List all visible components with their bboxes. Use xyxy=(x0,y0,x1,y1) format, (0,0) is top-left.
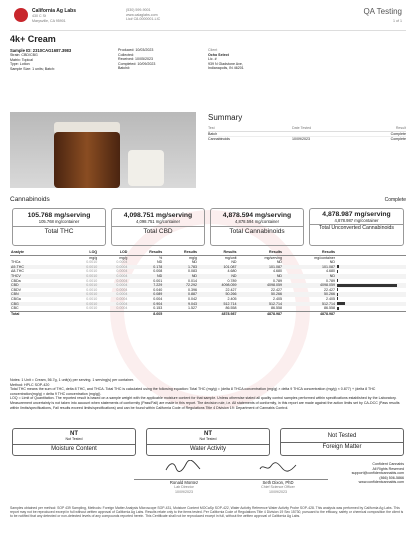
table-cell: 0.789 xyxy=(326,278,335,283)
total-cell xyxy=(68,311,98,316)
card-small: 4,098.751 mg/container xyxy=(136,219,180,224)
confident-cannabis-info xyxy=(352,462,404,485)
notes-line-4: LOQ = Limit of Quantitation. The reported result is based on a sample weight with the applicable moisture content for that sample. Unless otherwise stated all quality control samples performed within specifications established by the Laboratory. Measurement uncertainty is not taken into account when statements of conformity (Pass/Fail) are made in this report. The decision rule, i.e. All statements of conformity, in this report are made against the action limits set by CA-DCC (Pass results within limits/specifications, Fail results exceed limits/specifications) and can be found within California Code of Regulations Title 4 Division 19: Department of Cannabis Control. xyxy=(10,396,400,410)
table-cell: 50.266 xyxy=(238,292,283,297)
table-cell: 0.0004 xyxy=(116,306,128,311)
lab-website: www.calaglabs.com xyxy=(126,12,158,17)
client-label: Client xyxy=(208,48,218,52)
produced-date: Produced: 10/03/2023 xyxy=(118,48,154,52)
cc-line-5: www.confidentcannabis.com xyxy=(358,480,404,485)
unit-cell: mg/unit xyxy=(224,255,237,260)
sample-id: Sample ID: 2310CAG1687.3983 xyxy=(10,48,72,53)
table-cell: 512.714 xyxy=(283,302,336,307)
table-cell: 0.008 xyxy=(153,269,163,274)
total-cell xyxy=(98,311,128,316)
table-cell: 0.904 xyxy=(128,302,163,307)
table-cell: 22.427 xyxy=(225,287,237,292)
cc-line-4: (866) 506-5866 xyxy=(379,475,404,480)
table-cell: 0.0004 xyxy=(98,265,128,270)
card-big: 105.768 mg/serving xyxy=(27,212,91,219)
col-result-pct: Results xyxy=(128,250,163,255)
notes-line-3: Total THC means the sum of THC, delta 8 THC, and THCA. Total THC is calculated using the following equation: Total THC (mg/g) = (delta 8 THCA concentration (mg/g) × delta 9 THCA concentration (mg/g) × 0.877) + (delta 8 THC concentration(mg/g) × delta 9 THC concentration (mg/g)). xyxy=(10,387,376,396)
table-cell: 0.004 xyxy=(153,296,163,301)
table-cell: 1.527 xyxy=(188,306,198,311)
table-cell: 0.0004 xyxy=(116,260,128,265)
signature-2 xyxy=(228,460,328,494)
table-cell: 0.0004 xyxy=(98,274,128,279)
table-cell: 0.0004 xyxy=(116,296,128,301)
analyte-name: Δ9-THC xyxy=(10,265,68,270)
table-cell: 86.558 xyxy=(324,306,335,311)
analyte-name: THCa xyxy=(11,260,21,265)
total-cell: 8.605 xyxy=(128,311,163,316)
table-cell: 101.087 xyxy=(198,265,238,270)
table-cell: 512.714 xyxy=(238,302,283,307)
table-cell: 7.229 xyxy=(128,283,163,288)
summary-result: Complete xyxy=(390,137,406,142)
col-analyte: Analyte xyxy=(10,250,68,255)
card-label: Total THC xyxy=(13,226,105,235)
table-cell: 0.153 xyxy=(153,306,163,311)
table-cell: 0.0010 xyxy=(68,292,98,297)
table-cell: 0.001 xyxy=(153,278,163,283)
result-bar xyxy=(337,302,345,305)
cannabinoids-title: Cannabinoids xyxy=(10,196,50,203)
table-cell: 0.040 xyxy=(153,287,163,292)
unit-cell: mg/g xyxy=(189,255,198,260)
table-cell: 0.083 xyxy=(188,269,198,274)
table-cell: ND xyxy=(128,274,163,279)
sample-dates xyxy=(118,48,155,71)
signature-2-image xyxy=(258,460,298,474)
table-cell: 1.783 xyxy=(163,265,198,270)
table-cell: 2.405 xyxy=(273,296,283,301)
lab-address-1: 430 C St xyxy=(32,14,46,18)
product-title: 4k+ Cream xyxy=(10,34,56,44)
analyte-name: CBDV xyxy=(11,287,21,292)
card-big: 4,878.594 mg/serving xyxy=(222,212,292,219)
sig1-date: 10/09/2023 xyxy=(175,489,193,494)
table-cell: 0.042 xyxy=(188,296,198,301)
table-cell: ND xyxy=(198,274,238,279)
analyte-name: Δ8-THC xyxy=(11,269,24,274)
table-cell: 2.405 xyxy=(326,296,335,301)
table-cell: 4.680 xyxy=(326,269,335,274)
result-bar xyxy=(337,265,339,268)
table-cell: ND xyxy=(163,274,198,279)
col-result-mgg: Results xyxy=(163,250,198,255)
col-result-container: Results xyxy=(283,250,336,255)
test-label: Foreign Matter xyxy=(281,442,403,450)
table-cell: 0.0004 xyxy=(98,292,128,297)
card-total-cannabinoids xyxy=(210,208,304,246)
table-cell: 0.0004 xyxy=(98,302,128,307)
test-code: NT xyxy=(70,431,78,437)
table-cell: 50.266 xyxy=(283,292,336,297)
table-cell: 0.0010 xyxy=(86,306,98,311)
col-result-unit: Results xyxy=(198,250,238,255)
qa-title: QA Testing xyxy=(363,7,402,16)
card-small: 105.768 mg/container xyxy=(38,219,80,224)
client-address-2: Indianapolis, IN 46201 xyxy=(208,66,244,71)
table-cell: 4098.059 xyxy=(283,283,336,288)
col-loq: LOQ xyxy=(68,250,98,255)
table-cell: 4098.059 xyxy=(238,283,283,288)
table-cell: ND xyxy=(283,274,336,279)
result-bar xyxy=(337,288,338,291)
result-bar xyxy=(337,307,339,310)
summary-test: Cannabinoids xyxy=(208,137,230,142)
table-cell: ND xyxy=(276,260,283,265)
sig2-title: Chief Science Officer xyxy=(261,485,295,490)
card-label: Total Cannabinoids xyxy=(211,226,303,235)
lab-name: California Ag Labs xyxy=(32,8,76,14)
table-cell: ND xyxy=(157,260,163,265)
jar-amber xyxy=(54,132,120,188)
table-cell: 0.014 xyxy=(188,278,198,283)
summary-col-date: Date Tested xyxy=(292,126,312,130)
jar-small xyxy=(128,150,164,186)
summary-test: Batch xyxy=(208,131,218,136)
table-cell: 0.0010 xyxy=(86,278,98,283)
table-cell: 2.405 xyxy=(227,296,237,301)
card-label: Total Unconverted Cannabinoids xyxy=(310,224,403,232)
unit-cell: mg/serving xyxy=(264,255,283,260)
table-cell: 0.178 xyxy=(128,265,163,270)
client-license: Lic. # xyxy=(208,57,217,62)
lab-phone: (530) 599-9001 xyxy=(126,8,151,12)
sample-details xyxy=(10,48,71,72)
table-cell: 0.0010 xyxy=(68,274,98,279)
table-cell: 0.0010 xyxy=(68,283,98,288)
analyte-name: THCV xyxy=(10,274,68,279)
analyte-name: CBD xyxy=(10,283,68,288)
table-cell: 9.043 xyxy=(163,302,198,307)
analyte-name: CBDa xyxy=(11,278,21,283)
table-cell: 0.396 xyxy=(188,287,198,292)
summary-col-test: Test xyxy=(208,126,215,130)
sample-strain: Strain: CBD/CBG xyxy=(10,53,38,58)
summary-date: 10/09/2023 xyxy=(292,137,310,142)
analyte-name: CBGa xyxy=(11,296,21,301)
summary-title: Summary xyxy=(208,113,243,122)
table-cell: 0.0010 xyxy=(86,287,98,292)
table-cell: 86.558 xyxy=(225,306,237,311)
table-cell: ND xyxy=(231,260,237,265)
table-cell: 0.789 xyxy=(273,278,283,283)
lab-contact xyxy=(126,8,160,22)
table-cell: 0.0010 xyxy=(86,296,98,301)
sample-matrix: Matrix: Topical xyxy=(10,57,33,62)
table-cell: 72.292 xyxy=(163,283,198,288)
col-lod: LOD xyxy=(98,250,128,255)
received-date: Received: 10/05/2023 xyxy=(118,57,153,62)
table-cell: 0.789 xyxy=(227,278,237,283)
table-cell: 4.680 xyxy=(227,269,237,274)
sig2-name: Seth Dixon, PhD xyxy=(228,479,328,485)
table-cell: 50.266 xyxy=(198,292,238,297)
total-bar-cell xyxy=(336,311,406,316)
signature-1-image xyxy=(164,460,204,474)
sample-size: Sample Size: 1 units; Batch: xyxy=(10,66,55,71)
card-total-unconverted xyxy=(309,208,404,246)
summary-col-result: Result xyxy=(395,126,406,130)
card-small: 4,878.987 mg/container xyxy=(334,218,379,223)
table-cell: 0.0010 xyxy=(68,265,98,270)
analyte-name: CBG xyxy=(10,302,68,307)
client-name: Ocho Select xyxy=(208,52,229,57)
unit-cell: mg/g xyxy=(89,255,98,260)
table-total-row xyxy=(10,311,406,316)
total-cell: 4878.987 xyxy=(198,311,238,316)
client-address-1: 939 N Gladstone Ave, xyxy=(208,61,243,66)
table-cell: ND xyxy=(238,274,283,279)
results-table xyxy=(10,250,406,316)
table-cell: ND xyxy=(329,260,335,265)
test-code: NT xyxy=(204,431,212,437)
result-bar xyxy=(337,293,338,296)
batch-number: Batch#: xyxy=(118,66,131,71)
test-sub: Not Tested xyxy=(65,437,83,441)
table-cell: 0.089 xyxy=(128,292,163,297)
lab-info xyxy=(32,8,76,23)
result-bar xyxy=(337,284,397,287)
total-cell xyxy=(163,311,198,316)
total-cell: 4878.987 xyxy=(283,311,336,316)
table-cell: 0.887 xyxy=(163,292,198,297)
notes-line-1: Notes: 1 Unit = Cream, 56.7g, 1 unit(s) per serving. 1 serving(s) per container. xyxy=(10,378,134,382)
card-label: Total CBD xyxy=(112,226,204,235)
table-cell: 101.087 xyxy=(238,265,283,270)
table-cell: 0.0010 xyxy=(86,269,98,274)
table-cell: 101.087 xyxy=(283,265,336,270)
unit-cell: mg/g xyxy=(119,255,128,260)
lab-address-2: Marysville, CA 95901 xyxy=(32,18,66,23)
sig1-title: Lab Director xyxy=(174,485,194,490)
table-cell: 0.0004 xyxy=(116,278,128,283)
summary-panel xyxy=(208,113,406,142)
sample-type: Type: Lotion xyxy=(10,62,30,67)
bar-cell xyxy=(336,283,406,288)
water-activity-box xyxy=(146,428,270,456)
test-label: Water Activity xyxy=(147,444,269,452)
summary-row-cannabinoids xyxy=(208,137,406,142)
signature-1 xyxy=(134,460,234,494)
cc-line-1: Confident Cannabis xyxy=(372,462,404,466)
results-table-wrap xyxy=(10,250,406,316)
collected-date: Collected: xyxy=(118,52,134,57)
table-cell: 4.680 xyxy=(273,269,283,274)
test-label: Moisture Content xyxy=(13,444,135,452)
unit-cell: % xyxy=(159,255,163,260)
card-big: 4,878.987 mg/serving xyxy=(322,211,391,218)
notes xyxy=(10,378,406,410)
card-total-thc xyxy=(12,208,106,246)
foreign-matter-box xyxy=(280,428,404,456)
lab-license: Lic# C8-0000001-LIC xyxy=(126,17,161,22)
table-body xyxy=(10,260,406,316)
notes-line-2: Method: HPLC SOP-420 xyxy=(10,382,50,387)
card-total-cbd xyxy=(111,208,205,246)
table-cell: 22.427 xyxy=(324,287,335,292)
page-number: 1 of 1 xyxy=(393,19,402,23)
col-result-serving: Results xyxy=(238,250,283,255)
summary-result: Complete xyxy=(390,131,406,136)
moisture-content-box xyxy=(12,428,136,456)
cc-line-2: All Rights Reserved xyxy=(372,466,404,471)
table-cell: 22.427 xyxy=(271,287,283,292)
unit-cell: mg/container xyxy=(314,255,335,260)
table-cell: 0.0004 xyxy=(116,269,128,274)
table-cell: 512.714 xyxy=(198,302,238,307)
table-cell: 0.0004 xyxy=(116,287,128,292)
footer-disclaimer: Samples obtained per method: SOP 439 Sampling, Methods: Foreign Matter Analysis Microscope SOP-431, Moisture Content MOCaSp SOP-422, Water Activity Reference Water Activity Probe SOP-428. This analysis was performed by California Ag Labs. This report may not be reproduced except in full without written approval of California Ag Labs. Results relate only to the items tested. Per California Code of Regulations Title 4 Division 19 Sec 15730, pursuant to the efficacy, safety or chemical composition the client is to be notified that any detected or non-detected levels of any compounds reported herein. This Certificate shall not be reproduced except in full, without the written approval of California Ag Labs. xyxy=(10,506,404,519)
table-cell: 86.558 xyxy=(271,306,283,311)
analyte-name: CBC xyxy=(11,306,19,311)
card-small: 4,878.594 mg/container xyxy=(235,219,279,224)
sig2-date: 10/09/2023 xyxy=(269,489,287,494)
table-cell: 4098.059 xyxy=(198,283,238,288)
table-cell: 0.0010 xyxy=(86,260,98,265)
test-code: Not Tested xyxy=(327,433,357,439)
client-info xyxy=(208,48,244,71)
table-cell: 0.0010 xyxy=(68,302,98,307)
table-cell: ND xyxy=(191,260,198,265)
completed-date: Completed: 10/09/2023 xyxy=(118,61,156,66)
test-sub: Not Tested xyxy=(199,437,217,441)
divider xyxy=(10,30,406,31)
total-cell: Total xyxy=(10,311,68,316)
sig1-name: Ronald Montez xyxy=(134,479,234,485)
cc-line-3: support@confidentcannabis.com xyxy=(351,471,404,476)
product-photo xyxy=(10,112,196,188)
lab-logo-icon xyxy=(14,8,28,22)
summary-date xyxy=(292,132,352,137)
analyte-name: CBN xyxy=(10,292,68,297)
cannabinoids-status: Complete xyxy=(384,197,406,203)
card-big: 4,098.751 mg/serving xyxy=(123,212,193,219)
total-cell: 4878.987 xyxy=(238,311,283,316)
table-cell: 0.0004 xyxy=(98,283,128,288)
